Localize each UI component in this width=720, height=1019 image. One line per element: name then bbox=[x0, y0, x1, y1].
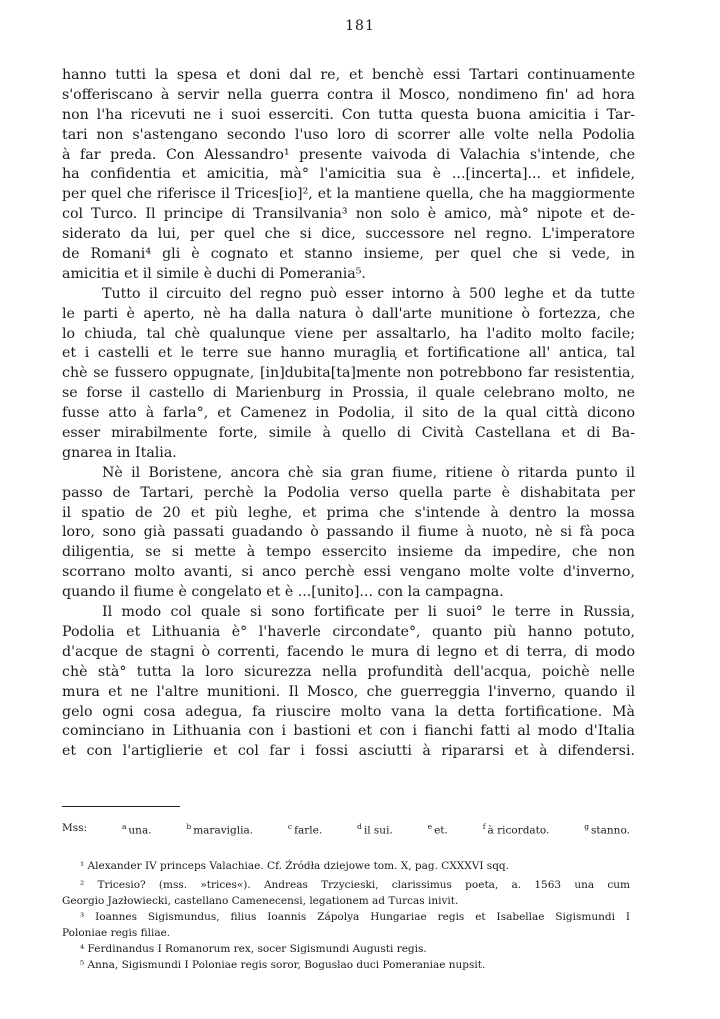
variant-mark: b bbox=[186, 822, 192, 831]
variant-mark: a bbox=[121, 822, 127, 831]
text-line: tari non s'astengano secondo l'uso loro di scorrer alle volte nella Podolia bbox=[62, 126, 635, 143]
text-line: quando il fiume è congelato et è ...[unito]... con la campagna. bbox=[62, 584, 504, 601]
variant-mark: g bbox=[584, 822, 590, 831]
variant-item bbox=[186, 822, 253, 837]
page-number: 181 bbox=[345, 18, 375, 34]
text-line: Il modo col quale si sono fortificate per li suoi° le terre in Russia, bbox=[102, 604, 635, 621]
text-line: d'acque de stagni ò correnti, facendo le mura di legno et di terra, di modo bbox=[62, 643, 635, 660]
variant-mark: f bbox=[482, 822, 486, 831]
variant-text: il sui. bbox=[363, 824, 393, 837]
text-line: de Romani⁴ gli è cognato et stanno insieme, per quel che si vede, in bbox=[62, 246, 635, 263]
footnote-line: ⁴ Ferdinandus I Romanorum rex, socer Sigismundi Augusti regis. bbox=[80, 943, 427, 955]
text-line: Nè il Boristene, ancora chè sia gran fiume, ritiene ò ritarda punto il bbox=[102, 464, 635, 481]
text-line: col Turco. Il principe di Transilvania³ non solo è amico, mà° nipote et de- bbox=[62, 206, 635, 223]
footnotes bbox=[62, 858, 630, 973]
text-line: non l'ha ricevuti ne i suoi esserciti. Con tutta questa buona amicitia i Tar- bbox=[62, 106, 635, 123]
variant-item bbox=[584, 822, 630, 837]
variant-mark: e bbox=[427, 822, 433, 831]
variant-text: à ricordato. bbox=[487, 824, 550, 837]
variant-item bbox=[288, 822, 322, 837]
text-line: scorrano molto avanti, si anco perchè essi vengano molte volte d'inverno, bbox=[62, 564, 635, 581]
variant-mark: c bbox=[287, 822, 293, 831]
footnote-line: ³ Ioannes Sigismundus, filius Ioannis Zápolya Hungariae regis et Isabellae Sigismundi I bbox=[80, 911, 630, 923]
text-line: gnarea in Italia. bbox=[62, 444, 177, 461]
text-line: esser mirabilmente forte, simile à quello di Cività Castellana et di Ba- bbox=[62, 425, 635, 442]
text-line: s'offeriscano à servir nella guerra contra il Mosco, nondimeno fin' ad hora bbox=[62, 86, 635, 103]
text-line: chè se fussero oppugnate, [in]dubita[ta]mente non potrebbono far resistentia, bbox=[62, 365, 635, 382]
footnote-line: Poloniae regis filiae. bbox=[62, 927, 171, 939]
text-line: fusse atto à farla°, et Camenez in Podolia, il sito de la qual città dicono bbox=[62, 405, 635, 422]
text-line: chè stà° tutta la loro sicurezza nella profundità dell'acqua, poichè nelle bbox=[62, 663, 635, 680]
text-line: il spatio de 20 et più leghe, et prima che s'intende à dentro la mossa bbox=[62, 504, 635, 521]
text-line: per quel che riferisce il Trices[io]², et la mantiene quella, che ha maggiormente bbox=[62, 186, 635, 203]
footnote-divider bbox=[62, 806, 180, 807]
text-line: le parti è aperto, nè ha dalla natura ò dall'arte munitione ò fortezza, che bbox=[62, 305, 635, 322]
text-line: et i castelli et le terre sue hanno muraglia᷊ et fortificatione all' antica, tal bbox=[62, 345, 635, 362]
text-line: siderato da lui, per quel che si dice, successore nel regno. L'imperatore bbox=[62, 226, 635, 243]
manuscript-variants bbox=[62, 822, 630, 837]
variant-mark: d bbox=[357, 822, 362, 831]
text-line: gelo ogni cosa adegua, fa riuscire molto vana la detta fortificatione. Mà bbox=[62, 703, 635, 720]
text-line: et con l'artiglierie et col far i fossi asciutti à ripararsi et à difendersi. bbox=[62, 743, 635, 760]
footnote-line: Georgio Jazłowiecki, castellano Camenecensi, legationem ad Turcas inivit. bbox=[62, 895, 459, 907]
footnote-line: ¹ Alexander IV princeps Valachiae. Cf. Źródła dziejowe tom. X, pag. CXXXVI sqq. bbox=[80, 860, 509, 872]
variant-text: stanno. bbox=[591, 824, 630, 837]
variant-text: farle. bbox=[294, 824, 323, 837]
variant-item bbox=[483, 822, 550, 837]
text-line: diligentia, se si mette à tempo essercito insieme da impedire, che non bbox=[62, 544, 635, 561]
text-line: lo chiuda, tal chè qualunque viene per assaltarlo, ha l'adito molto facile; bbox=[62, 325, 635, 342]
footnote-line: ² Tricesio? (mss. »trices«). Andreas Trzycieski, clarissimus poeta, a. 1563 una cum bbox=[80, 879, 630, 891]
text-line: cominciano in Lithuania con i bastioni et con i fianchi fatti al modo d'Italia bbox=[62, 723, 635, 740]
text-line: ha confidentia et amicitia, mà° l'amicitia sua è ...[incerta]... et infidele, bbox=[62, 166, 635, 183]
text-line: amicitia et il simile è duchi di Pomerania⁵. bbox=[62, 265, 366, 282]
variants-prefix: Mss: bbox=[62, 822, 88, 834]
text-line: mura et ne l'altre munitioni. Il Mosco, che guerreggia l'inverno, quando il bbox=[62, 683, 635, 700]
variant-text: una. bbox=[128, 824, 152, 837]
text-line: loro, sono già passati guadando ò passando il fiume à nuoto, nè si fà poca bbox=[62, 524, 635, 541]
text-line: se forse il castello di Marienburg in Prossia, il quale celebrano molto, ne bbox=[62, 385, 635, 402]
main-text bbox=[62, 66, 635, 762]
variant-item bbox=[122, 822, 152, 837]
footnote-line: ⁵ Anna, Sigismundi I Poloniae regis soror, Boguslao duci Pomeraniae nupsit. bbox=[80, 959, 486, 971]
text-line: à far preda. Con Alessandro¹ presente vaivoda di Valachia s'intende, che bbox=[62, 146, 635, 163]
text-line: passo de Tartari, perchè la Podolia verso quella parte è dishabitata per bbox=[62, 484, 635, 501]
text-line: hanno tutti la spesa et doni dal re, et benchè essi Tartari continuamente bbox=[62, 67, 635, 83]
variant-item bbox=[357, 822, 393, 837]
variant-text: et. bbox=[434, 824, 448, 837]
variant-item bbox=[428, 822, 448, 837]
text-line: Tutto il circuito del regno può esser intorno à 500 leghe et da tutte bbox=[102, 285, 635, 302]
variant-text: maraviglia. bbox=[193, 824, 254, 837]
text-line: Podolia et Lithuania è° l'haverle circondate°, quanto più hanno potuto, bbox=[62, 623, 635, 640]
